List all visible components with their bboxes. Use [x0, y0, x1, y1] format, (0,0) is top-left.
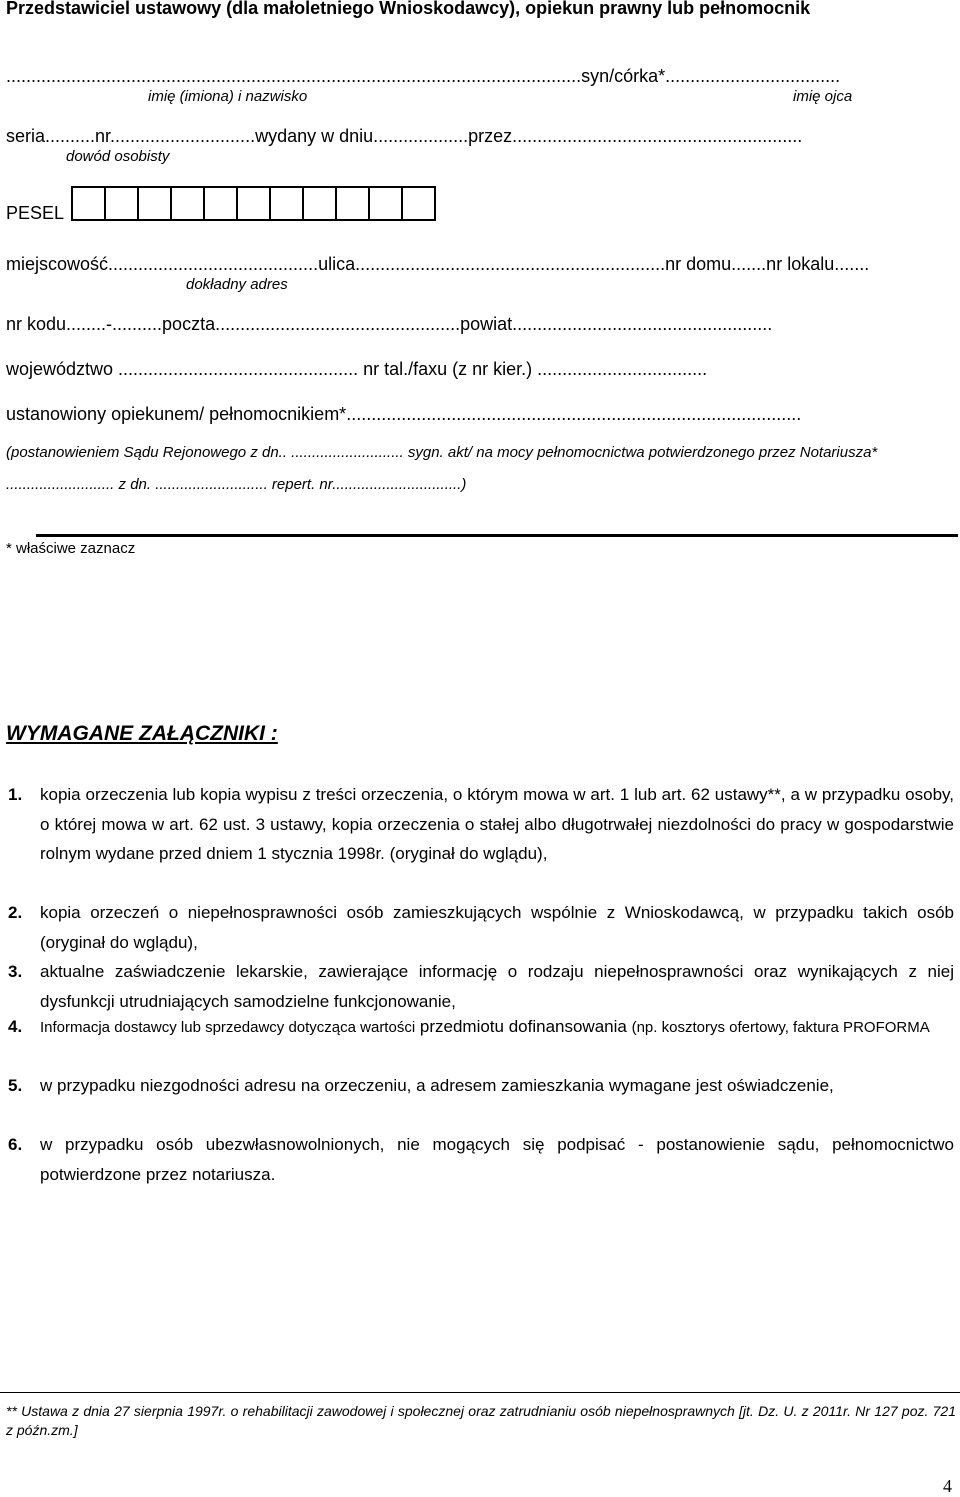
id-document-field[interactable]: seria..........nr.............................wydany w dniu...................przez..........................................................	[6, 126, 803, 146]
footnote: ** Ustawa z dnia 27 sierpnia 1997r. o rehabilitacji zawodowej i społecznej oraz zatrudnianiu osób niepełnosprawnych [jt. Dz. U. z 2011r. Nr 127 poz. 721 z późn.zm.]	[6, 1403, 956, 1438]
address-caption: dokładny adres	[186, 276, 288, 293]
pesel-digit-box[interactable]	[170, 186, 205, 221]
attachments-title: WYMAGANE ZAŁĄCZNIKI :	[6, 722, 278, 745]
region-phone-field[interactable]: województwo ................................................ nr tal./faxu (z nr kier.) ..................................	[6, 359, 708, 379]
attachment-number: 4.	[8, 1017, 23, 1036]
attachment-text-part: przedmiotu dofinansowania	[419, 1017, 627, 1036]
address-field[interactable]: miejscowość..........................................ulica..............................................................nr domu.......nr lokalu.......	[6, 254, 870, 274]
attachment-number: 1.	[8, 785, 23, 804]
notary-field[interactable]: .......................... z dn. ........................... repert. nr...............................)	[6, 476, 467, 493]
father-name-caption: imię ojca	[793, 88, 853, 105]
attachment-number: 5.	[8, 1076, 23, 1095]
attachment-text: w przypadku osób ubezwłasnowolnionych, nie mogących się podpisać - postanowienie sądu, pełnomocnictwo potwierdzone przez notariusza.	[40, 1135, 954, 1184]
guardian-field[interactable]: ustanowiony opiekunem/ pełnomocnikiem*...........................................................................................	[6, 404, 802, 424]
pesel-digit-box[interactable]	[269, 186, 304, 221]
pesel-label: PESEL	[6, 203, 65, 223]
attachment-text: w przypadku niezgodności adresu na orzeczeniu, a adresem zamieszkania wymagane jest oświadczenie,	[40, 1076, 834, 1095]
pesel-input[interactable]	[73, 186, 436, 221]
id-caption: dowód osobisty	[66, 148, 170, 165]
footnote-divider	[0, 1392, 960, 1393]
attachment-text-part: (np. kosztorys ofertowy, faktura PROFORMA	[631, 1019, 930, 1036]
page-number: 4	[943, 1476, 952, 1496]
pesel-digit-box[interactable]	[236, 186, 271, 221]
attachment-number: 3.	[8, 962, 23, 981]
pesel-digit-box[interactable]	[368, 186, 403, 221]
attachment-text: aktualne zaświadczenie lekarskie, zawierające informację o rodzaju niepełnosprawności oraz wynikających z niej dysfunkcji utrudniających samodzielne funkcjonowanie,	[40, 962, 954, 1011]
pesel-digit-box[interactable]	[335, 186, 370, 221]
pesel-digit-box[interactable]	[302, 186, 337, 221]
attachment-number: 6.	[8, 1135, 23, 1154]
attachment-text	[40, 1012, 954, 1043]
section-divider	[36, 534, 958, 537]
court-decision-field[interactable]: (postanowieniem Sądu Rejonowego z dn.. ........................... sygn. akt/ na mocy pełnomocnictwa potwierdzonego przez Notariusza*	[6, 444, 878, 461]
pesel-digit-box[interactable]	[71, 186, 106, 221]
pesel-digit-box[interactable]	[401, 186, 436, 221]
postal-field[interactable]: nr kodu........-..........poczta.................................................powiat....................................................	[6, 314, 773, 334]
name-caption: imię (imiona) i nazwisko	[148, 88, 308, 105]
attachment-text-part: Informacja dostawcy lub sprzedawcy dotycząca wartości	[40, 1019, 416, 1036]
attachment-text: kopia orzeczenia lub kopia wypisu z treści orzeczenia, o którym mowa w art. 1 lub art. 62 ustawy**, a w przypadku osoby, o której mowa w art. 62 ust. 3 ustawy, kopia orzeczenia o stałej albo długotrwałej niezdolności do pracy w gospodarstwie rolnym wydane przed dniem 1 stycznia 1998r. (oryginał do wglądu),	[40, 785, 954, 863]
attachment-text: kopia orzeczeń o niepełnosprawności osób zamieszkujących wspólnie z Wnioskodawcą, w przypadku takich osób (oryginał do wglądu),	[40, 903, 954, 952]
pesel-digit-box[interactable]	[137, 186, 172, 221]
attachment-number: 2.	[8, 903, 23, 922]
pesel-digit-box[interactable]	[104, 186, 139, 221]
asterisk-note: * właściwe zaznacz	[6, 540, 136, 557]
page-title: Przedstawiciel ustawowy (dla małoletniego Wnioskodawcy), opiekun prawny lub pełnomocnik	[6, 0, 811, 18]
pesel-digit-box[interactable]	[203, 186, 238, 221]
name-field[interactable]: ...................................................................................................................syn/córka*...................................	[6, 66, 841, 86]
